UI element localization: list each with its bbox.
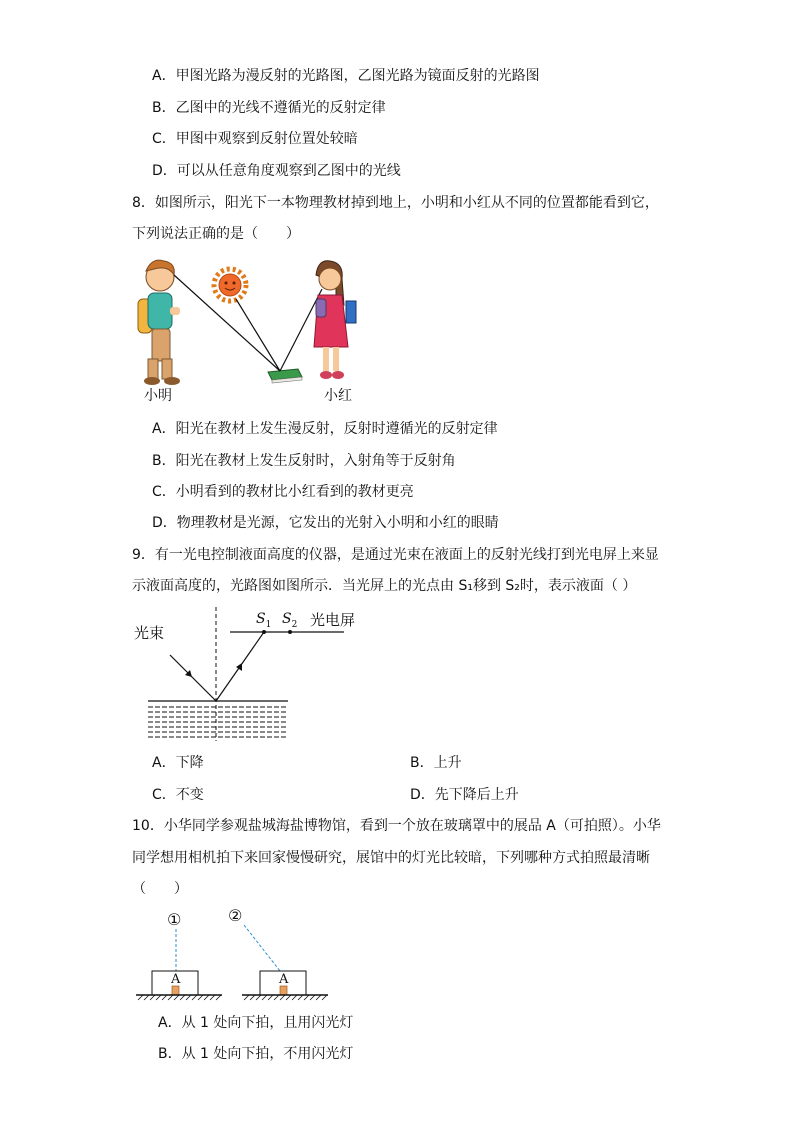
liquid-dashes xyxy=(148,707,288,737)
label-position-2: ② xyxy=(228,906,243,925)
q10-option-b: B．从 1 处向下拍，不用闪光灯 xyxy=(158,1046,354,1062)
q8-option-b: B．阳光在教材上发生反射时，入射角等于反射角 xyxy=(152,453,456,469)
q9-option-d: D．先下降后上升 xyxy=(410,787,519,803)
q9-stem-line2: 示液面高度的，光路图如图所示．当光屏上的光点由 S₁移到 S₂时，表示液面（ ） xyxy=(132,578,637,594)
label-xiaohong: 小红 xyxy=(324,388,352,404)
q7-option-c: C．甲图中观察到反射位置处较暗 xyxy=(152,131,358,147)
q8-option-d: D．物理教材是光源，它发出的光射入小明和小红的眼睛 xyxy=(152,515,499,531)
q10-stem-line3: （ ） xyxy=(132,881,188,897)
q8-option-c: C．小明看到的教材比小红看到的教材更亮 xyxy=(152,484,414,500)
q9-option-a: A．下降 xyxy=(152,755,204,771)
sun-icon xyxy=(214,269,246,301)
q10-stem-line1: 10．小华同学参观盐城海盐博物馆，看到一个放在玻璃罩中的展品 A（可拍照）。小华 xyxy=(132,818,661,834)
q8-figure xyxy=(130,255,390,405)
label-screen: 光电屏 xyxy=(310,611,356,629)
label-beam: 光束 xyxy=(134,624,165,642)
girl-illustration xyxy=(314,261,356,379)
label-xiaoming: 小明 xyxy=(144,388,172,404)
q10-stem-line2: 同学想用相机拍下来回家慢慢研究，展馆中的灯光比较暗，下列哪种方式拍照最清晰 xyxy=(132,850,650,866)
label-exhibit-a-2: A xyxy=(279,972,289,987)
label-s1: $S_1$ xyxy=(256,611,272,630)
q7-option-b: B．乙图中的光线不遵循光的反射定律 xyxy=(152,100,386,116)
q9-option-c: C．不变 xyxy=(152,787,204,803)
q8-stem-line2: 下列说法正确的是（ ） xyxy=(132,226,300,242)
q9-option-b: B．上升 xyxy=(410,755,462,771)
q8-stem-line1: 8．如图所示，阳光下一本物理教材掉到地上，小明和小红从不同的位置都能看到它， xyxy=(132,195,659,211)
label-exhibit-a-1: A xyxy=(171,972,181,987)
q10-option-a: A．从 1 处向下拍，且用闪光灯 xyxy=(158,1015,354,1031)
label-position-1: ① xyxy=(167,910,182,929)
boy-illustration xyxy=(138,260,180,385)
reflected-arrow xyxy=(236,663,242,671)
camera-line-2 xyxy=(244,925,280,971)
incident-ray xyxy=(170,655,216,701)
q7-option-d: D．可以从任意角度观察到乙图中的光线 xyxy=(152,163,401,179)
q8-option-a: A．阳光在教材上发生漫反射，反射时遵循光的反射定律 xyxy=(152,421,498,437)
q7-option-a: A．甲图光路为漫反射的光路图，乙图光路为镜面反射的光路图 xyxy=(152,68,540,84)
q9-stem-line1: 9．有一光电控制液面高度的仪器，是通过光束在液面上的反射光线打到光电屏上来显 xyxy=(132,547,659,563)
book-icon xyxy=(268,369,302,383)
label-s2: $S_2$ xyxy=(282,611,298,630)
ray-sun-to-book xyxy=(236,299,280,371)
